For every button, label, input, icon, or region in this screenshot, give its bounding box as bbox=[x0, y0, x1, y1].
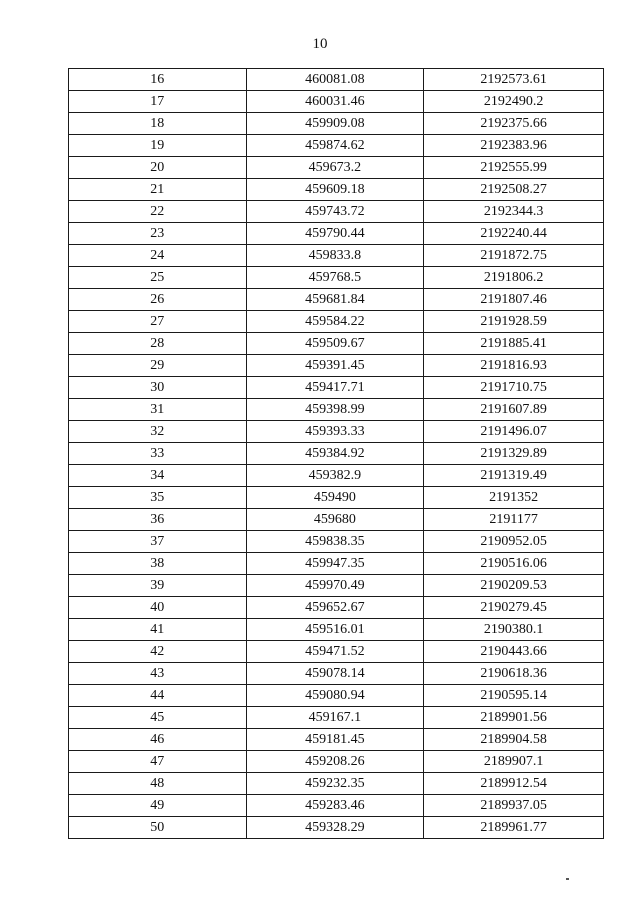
x-coordinate-cell: 459743.72 bbox=[246, 201, 424, 223]
x-coordinate-cell: 459181.45 bbox=[246, 729, 424, 751]
point-number-cell: 17 bbox=[69, 91, 247, 113]
table-row bbox=[69, 707, 604, 729]
y-coordinate-cell: 2190516.06 bbox=[424, 553, 604, 575]
point-number-cell: 26 bbox=[69, 289, 247, 311]
y-coordinate-cell: 2191177 bbox=[424, 509, 604, 531]
table-row bbox=[69, 245, 604, 267]
x-coordinate-cell: 459384.92 bbox=[246, 443, 424, 465]
x-coordinate-cell: 459909.08 bbox=[246, 113, 424, 135]
point-number-cell: 48 bbox=[69, 773, 247, 795]
point-number-cell: 31 bbox=[69, 399, 247, 421]
table-row bbox=[69, 443, 604, 465]
table-row bbox=[69, 113, 604, 135]
x-coordinate-cell: 459471.52 bbox=[246, 641, 424, 663]
x-coordinate-cell: 459790.44 bbox=[246, 223, 424, 245]
y-coordinate-cell: 2191496.07 bbox=[424, 421, 604, 443]
x-coordinate-cell: 459838.35 bbox=[246, 531, 424, 553]
point-number-cell: 41 bbox=[69, 619, 247, 641]
y-coordinate-cell: 2192573.61 bbox=[424, 69, 604, 91]
y-coordinate-cell: 2192490.2 bbox=[424, 91, 604, 113]
x-coordinate-cell: 459078.14 bbox=[246, 663, 424, 685]
point-number-cell: 46 bbox=[69, 729, 247, 751]
point-number-cell: 24 bbox=[69, 245, 247, 267]
x-coordinate-cell: 459874.62 bbox=[246, 135, 424, 157]
point-number-cell: 40 bbox=[69, 597, 247, 619]
table-row bbox=[69, 487, 604, 509]
x-coordinate-cell: 459673.2 bbox=[246, 157, 424, 179]
x-coordinate-cell: 459652.67 bbox=[246, 597, 424, 619]
table-row bbox=[69, 597, 604, 619]
y-coordinate-cell: 2191872.75 bbox=[424, 245, 604, 267]
x-coordinate-cell: 459283.46 bbox=[246, 795, 424, 817]
y-coordinate-cell: 2191928.59 bbox=[424, 311, 604, 333]
y-coordinate-cell: 2191607.89 bbox=[424, 399, 604, 421]
table-row bbox=[69, 641, 604, 663]
y-coordinate-cell: 2191352 bbox=[424, 487, 604, 509]
table-row bbox=[69, 795, 604, 817]
x-coordinate-cell: 459328.29 bbox=[246, 817, 424, 839]
point-number-cell: 42 bbox=[69, 641, 247, 663]
table-row bbox=[69, 619, 604, 641]
table-row bbox=[69, 575, 604, 597]
x-coordinate-cell: 459833.8 bbox=[246, 245, 424, 267]
point-number-cell: 49 bbox=[69, 795, 247, 817]
x-coordinate-cell: 459609.18 bbox=[246, 179, 424, 201]
table-row bbox=[69, 377, 604, 399]
point-number-cell: 20 bbox=[69, 157, 247, 179]
y-coordinate-cell: 2191816.93 bbox=[424, 355, 604, 377]
point-number-cell: 39 bbox=[69, 575, 247, 597]
x-coordinate-cell: 459417.71 bbox=[246, 377, 424, 399]
table-row bbox=[69, 135, 604, 157]
point-number-cell: 25 bbox=[69, 267, 247, 289]
x-coordinate-cell: 459947.35 bbox=[246, 553, 424, 575]
coordinates-table bbox=[68, 68, 604, 839]
table-row bbox=[69, 223, 604, 245]
table-row bbox=[69, 751, 604, 773]
table-row bbox=[69, 91, 604, 113]
x-coordinate-cell: 459509.67 bbox=[246, 333, 424, 355]
table-row bbox=[69, 729, 604, 751]
point-number-cell: 37 bbox=[69, 531, 247, 553]
y-coordinate-cell: 2190618.36 bbox=[424, 663, 604, 685]
table-row bbox=[69, 179, 604, 201]
y-coordinate-cell: 2190443.66 bbox=[424, 641, 604, 663]
point-number-cell: 35 bbox=[69, 487, 247, 509]
point-number-cell: 27 bbox=[69, 311, 247, 333]
x-coordinate-cell: 459382.9 bbox=[246, 465, 424, 487]
point-number-cell: 28 bbox=[69, 333, 247, 355]
y-coordinate-cell: 2192375.66 bbox=[424, 113, 604, 135]
y-coordinate-cell: 2191806.2 bbox=[424, 267, 604, 289]
table-row bbox=[69, 531, 604, 553]
point-number-cell: 16 bbox=[69, 69, 247, 91]
x-coordinate-cell: 459768.5 bbox=[246, 267, 424, 289]
y-coordinate-cell: 2192344.3 bbox=[424, 201, 604, 223]
table-row bbox=[69, 399, 604, 421]
y-coordinate-cell: 2192383.96 bbox=[424, 135, 604, 157]
y-coordinate-cell: 2190380.1 bbox=[424, 619, 604, 641]
table-row bbox=[69, 311, 604, 333]
x-coordinate-cell: 459584.22 bbox=[246, 311, 424, 333]
point-number-cell: 44 bbox=[69, 685, 247, 707]
table-row bbox=[69, 355, 604, 377]
y-coordinate-cell: 2190279.45 bbox=[424, 597, 604, 619]
point-number-cell: 34 bbox=[69, 465, 247, 487]
y-coordinate-cell: 2190209.53 bbox=[424, 575, 604, 597]
x-coordinate-cell: 459490 bbox=[246, 487, 424, 509]
y-coordinate-cell: 2191329.89 bbox=[424, 443, 604, 465]
y-coordinate-cell: 2189937.05 bbox=[424, 795, 604, 817]
x-coordinate-cell: 459208.26 bbox=[246, 751, 424, 773]
x-coordinate-cell: 459681.84 bbox=[246, 289, 424, 311]
y-coordinate-cell: 2190595.14 bbox=[424, 685, 604, 707]
y-coordinate-cell: 2189961.77 bbox=[424, 817, 604, 839]
table-row bbox=[69, 685, 604, 707]
point-number-cell: 45 bbox=[69, 707, 247, 729]
x-coordinate-cell: 459232.35 bbox=[246, 773, 424, 795]
point-number-cell: 30 bbox=[69, 377, 247, 399]
table-row bbox=[69, 465, 604, 487]
x-coordinate-cell: 459516.01 bbox=[246, 619, 424, 641]
point-number-cell: 19 bbox=[69, 135, 247, 157]
x-coordinate-cell: 459398.99 bbox=[246, 399, 424, 421]
y-coordinate-cell: 2191710.75 bbox=[424, 377, 604, 399]
point-number-cell: 43 bbox=[69, 663, 247, 685]
x-coordinate-cell: 459391.45 bbox=[246, 355, 424, 377]
table-row bbox=[69, 553, 604, 575]
y-coordinate-cell: 2191319.49 bbox=[424, 465, 604, 487]
table-row bbox=[69, 267, 604, 289]
y-coordinate-cell: 2192555.99 bbox=[424, 157, 604, 179]
y-coordinate-cell: 2189907.1 bbox=[424, 751, 604, 773]
y-coordinate-cell: 2189904.58 bbox=[424, 729, 604, 751]
table-row bbox=[69, 69, 604, 91]
table-row bbox=[69, 663, 604, 685]
point-number-cell: 32 bbox=[69, 421, 247, 443]
x-coordinate-cell: 459680 bbox=[246, 509, 424, 531]
point-number-cell: 23 bbox=[69, 223, 247, 245]
coordinates-table-body bbox=[69, 69, 604, 839]
y-coordinate-cell: 2191807.46 bbox=[424, 289, 604, 311]
table-row bbox=[69, 773, 604, 795]
table-row bbox=[69, 157, 604, 179]
y-coordinate-cell: 2192240.44 bbox=[424, 223, 604, 245]
table-row bbox=[69, 817, 604, 839]
point-number-cell: 50 bbox=[69, 817, 247, 839]
page-number: 10 bbox=[312, 36, 328, 52]
table-row bbox=[69, 509, 604, 531]
table-row bbox=[69, 201, 604, 223]
point-number-cell: 36 bbox=[69, 509, 247, 531]
table-row bbox=[69, 289, 604, 311]
x-coordinate-cell: 460031.46 bbox=[246, 91, 424, 113]
x-coordinate-cell: 459970.49 bbox=[246, 575, 424, 597]
x-coordinate-cell: 459167.1 bbox=[246, 707, 424, 729]
point-number-cell: 21 bbox=[69, 179, 247, 201]
point-number-cell: 22 bbox=[69, 201, 247, 223]
point-number-cell: 47 bbox=[69, 751, 247, 773]
x-coordinate-cell: 460081.08 bbox=[246, 69, 424, 91]
point-number-cell: 18 bbox=[69, 113, 247, 135]
table-row bbox=[69, 421, 604, 443]
y-coordinate-cell: 2189901.56 bbox=[424, 707, 604, 729]
point-number-cell: 38 bbox=[69, 553, 247, 575]
x-coordinate-cell: 459393.33 bbox=[246, 421, 424, 443]
y-coordinate-cell: 2189912.54 bbox=[424, 773, 604, 795]
y-coordinate-cell: 2191885.41 bbox=[424, 333, 604, 355]
table-row bbox=[69, 333, 604, 355]
y-coordinate-cell: 2192508.27 bbox=[424, 179, 604, 201]
y-coordinate-cell: 2190952.05 bbox=[424, 531, 604, 553]
scan-speck bbox=[566, 878, 569, 880]
x-coordinate-cell: 459080.94 bbox=[246, 685, 424, 707]
point-number-cell: 29 bbox=[69, 355, 247, 377]
point-number-cell: 33 bbox=[69, 443, 247, 465]
